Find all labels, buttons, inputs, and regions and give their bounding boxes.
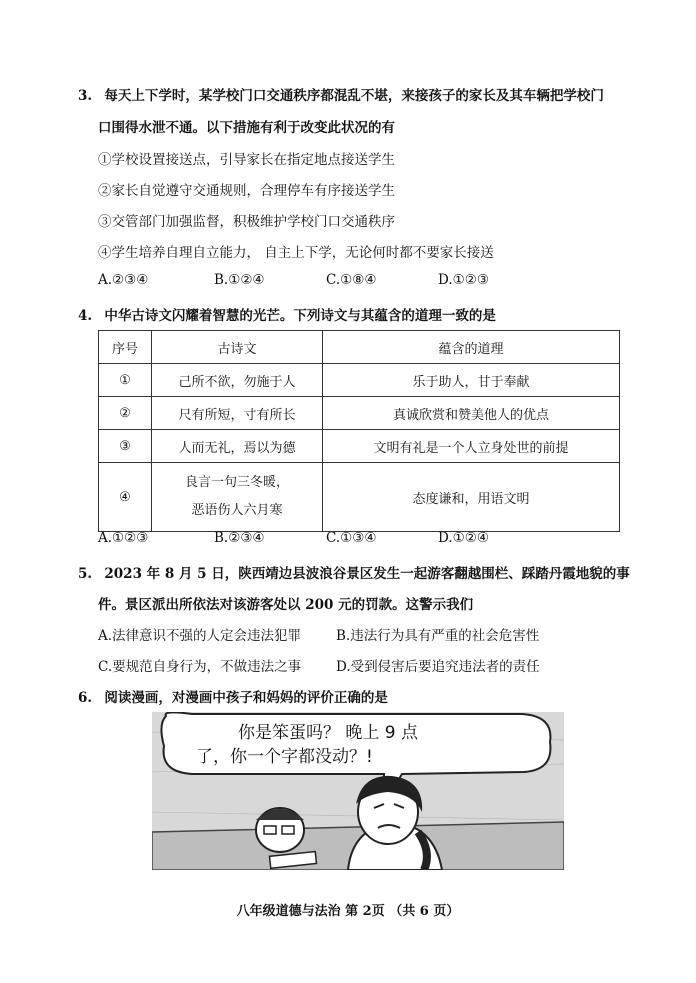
q3-stem-line2: 口围得水泄不通。以下措施有利于改变此状况的有 [98,120,395,136]
q3-number: 3. [78,88,93,104]
row-poem-line2: 恶语伤人六月寒 [191,503,283,518]
table-row [99,364,620,397]
q4-option-c[interactable]: C.①③④ [326,530,377,546]
row-poem: 尺有所短，寸有所长 [152,397,323,430]
poem-table-header [99,331,620,364]
row-number: ④ [99,463,152,532]
row-poem: 人而无礼，焉以为德 [152,430,323,463]
cartoon-illustration [152,712,564,870]
table-row [99,430,620,463]
q4-option-a[interactable]: A.①②③ [98,530,149,546]
page-footer: 八年级道德与法治 第 2页 （共 6 页） [236,904,460,919]
row-meaning: 乐于助人，甘于奉献 [323,364,620,397]
q3-item-1: ①学校设置接送点，引导家长在指定地点接送学生 [98,152,395,168]
q3-option-a[interactable]: A.②③④ [98,272,149,288]
q3-item-2: ②家长自觉遵守交通规则，合理停车有序接送学生 [98,183,395,199]
row-poem: 己所不欲，勿施于人 [152,364,323,397]
q3-item-4: ④学生培养自理自立能力， 自主上下学，无论何时都不要家长接送 [98,245,494,261]
bubble-line1: 你是笨蛋吗？ 晚上 9 点 [238,723,419,743]
q4-number: 4. [78,308,93,324]
row-meaning: 文明有礼是一个人立身处世的前提 [323,430,620,463]
header-poem: 古诗文 [152,331,323,364]
q5-option-d[interactable]: D.受到侵害后要追究违法者的责任 [336,659,540,675]
q5-option-b[interactable]: B.违法行为具有严重的社会危害性 [336,628,540,644]
q3-stem-line1 [78,84,604,104]
q6-stem-text: 阅读漫画，对漫画中孩子和妈妈的评价正确的是 [104,690,388,706]
table-row [99,397,620,430]
q3-stem-text1: 每天上下学时，某学校门口交通秩序都混乱不堪，来接孩子的家长及其车辆把学校门 [104,88,604,104]
q4-stem-line [78,304,496,324]
q5-stem-text1: 2023 年 8 月 5 日，陕西靖边县波浪谷景区发生一起游客翻越围栏、踩踏丹霞地貌的事 [104,566,630,582]
row-poem-line1: 良言一句三冬暖， [184,475,289,490]
poem-table [98,330,620,532]
q4-stem-text: 中华古诗文闪耀着智慧的光芒。下列诗文与其蕴含的道理一致的是 [104,308,496,324]
q5-option-c[interactable]: C.要规范自身行为，不做违法之事 [98,659,302,675]
table-row [99,463,620,532]
q5-option-a[interactable]: A.法律意识不强的人定会违法犯罪 [98,628,302,644]
q6-number: 6. [78,690,93,706]
row-poem [152,463,323,532]
q4-option-d[interactable]: D.①②④ [438,530,489,546]
q3-item-3: ③交管部门加强监督，积极维护学校门口交通秩序 [98,214,395,230]
row-meaning: 态度谦和，用语文明 [323,463,620,532]
header-meaning: 蕴含的道理 [323,331,620,364]
q3-option-b[interactable]: B.①②④ [214,272,265,288]
row-number: ② [99,397,152,430]
row-number: ① [99,364,152,397]
q4-option-b[interactable]: B.②③④ [214,530,265,546]
q6-stem-line [78,686,388,706]
q3-option-d[interactable]: D.①②③ [438,272,489,288]
bubble-line2: 了，你一个字都没动？! [196,747,373,767]
row-meaning: 真诚欣赏和赞美他人的优点 [323,397,620,430]
row-number: ③ [99,430,152,463]
q5-stem-line1 [78,562,630,582]
q5-stem-line2: 件。景区派出所依法对该游客处以 200 元的罚款。这警示我们 [98,597,474,613]
q3-option-c[interactable]: C.①⑧④ [326,272,377,288]
q5-number: 5. [78,566,93,582]
header-number: 序号 [99,331,152,364]
